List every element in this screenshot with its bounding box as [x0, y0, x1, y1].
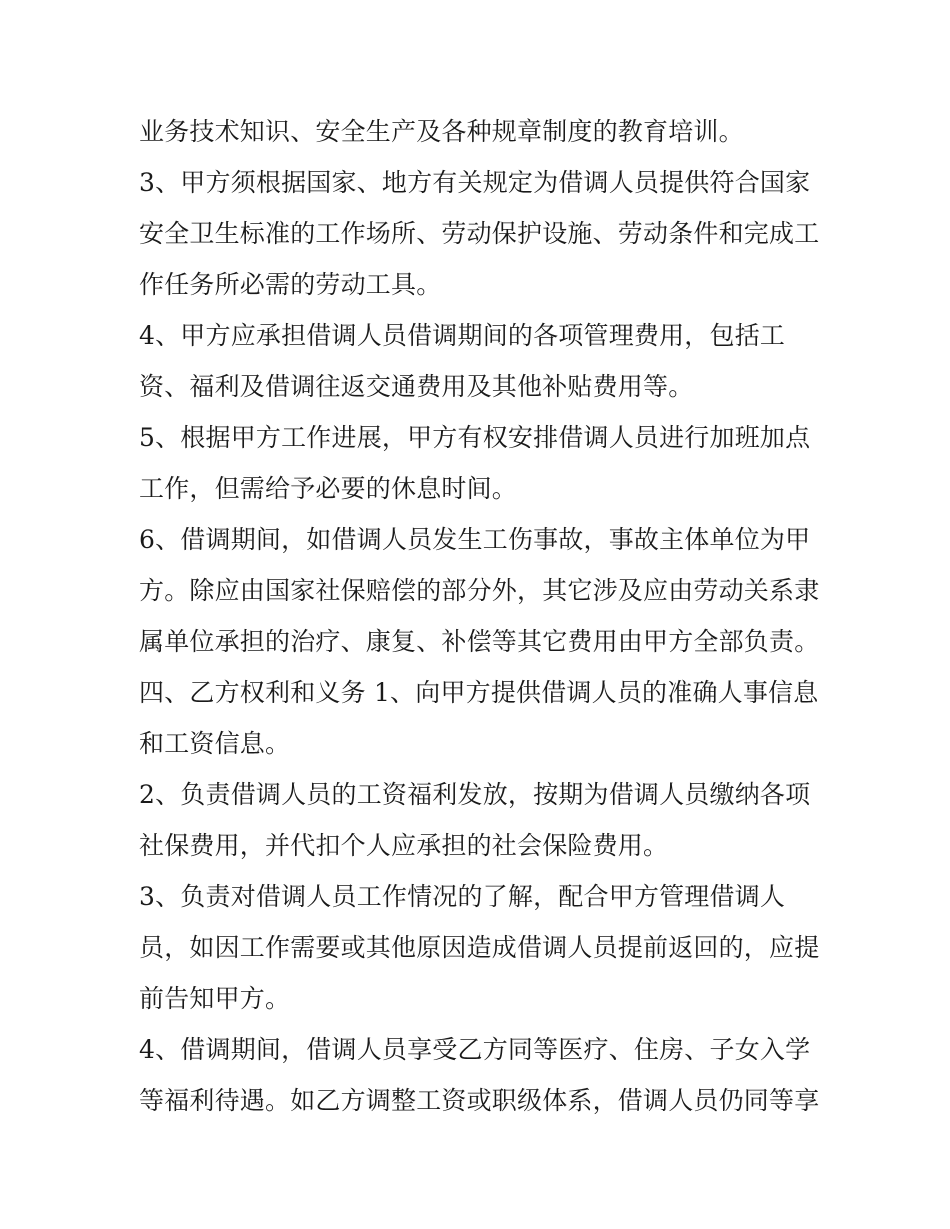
text-line: 方。除应由国家社保赔偿的部分外，其它涉及应由劳动关系隶	[139, 576, 820, 605]
text-line: 6、借调期间，如借调人员发生工伤事故，事故主体单位为甲	[139, 525, 811, 554]
text-line: 2、负责借调人员的工资福利发放，按期为借调人员缴纳各项	[139, 780, 811, 809]
text-line: 4、借调期间，借调人员享受乙方同等医疗、住房、子女入学	[139, 1035, 811, 1064]
text-line: 资、福利及借调往返交通费用及其他补贴费用等。	[139, 372, 694, 401]
text-line: 作任务所必需的劳动工具。	[139, 270, 442, 299]
text-line: 前告知甲方。	[139, 984, 291, 1013]
text-line: 工作，但需给予必要的休息时间。	[139, 474, 518, 503]
text-line: 3、负责对借调人员工作情况的了解，配合甲方管理借调人	[139, 882, 786, 911]
text-line: 四、乙方权利和义务 1、向甲方提供借调人员的准确人事信息	[139, 678, 819, 707]
text-line: 4、甲方应承担借调人员借调期间的各项管理费用，包括工	[139, 321, 786, 350]
text-line: 安全卫生标准的工作场所、劳动保护设施、劳动条件和完成工	[139, 219, 820, 248]
text-line: 业务技术知识、安全生产及各种规章制度的教育培训。	[139, 117, 744, 146]
text-line: 5、根据甲方工作进展，甲方有权安排借调人员进行加班加点	[139, 423, 811, 452]
document-body	[139, 106, 829, 1126]
text-line: 员，如因工作需要或其他原因造成借调人员提前返回的，应提	[139, 933, 820, 962]
text-line: 3、甲方须根据国家、地方有关规定为借调人员提供符合国家	[139, 168, 811, 197]
text-line: 等福利待遇。如乙方调整工资或职级体系，借调人员仍同等享	[139, 1086, 820, 1115]
text-line: 和工资信息。	[139, 729, 291, 758]
text-line: 社保费用，并代扣个人应承担的社会保险费用。	[139, 831, 669, 860]
text-line: 属单位承担的治疗、康复、补偿等其它费用由甲方全部负责。	[139, 627, 820, 656]
